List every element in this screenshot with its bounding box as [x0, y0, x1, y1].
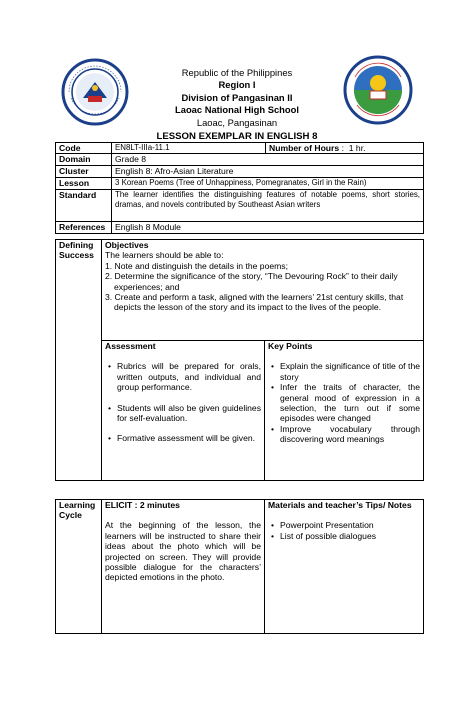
header-location: Laoac, Pangasinan [196, 116, 278, 128]
assessment-item: • Rubrics will be prepared for orals, written outputs, and individual and group performance. [117, 361, 261, 392]
header-school: Laoac National High School [175, 104, 299, 116]
domain-value: Grade 8 [112, 154, 424, 165]
references-label: References [56, 221, 112, 233]
elicit-cell [102, 500, 265, 634]
keypoint-item: • Improve vocabulary through discovering word meanings [280, 424, 420, 445]
assessment-item: • Students will also be given guidelines for self-evaluation. [117, 403, 261, 424]
cluster-label: Cluster [56, 165, 112, 177]
assessment-heading: Assessment [105, 341, 156, 351]
hours-value: 1 hr. [348, 143, 366, 153]
objectives-heading: Objectives [105, 240, 149, 250]
materials-item: • List of possible dialogues [280, 531, 420, 541]
standard-label: Standard [56, 189, 112, 221]
cluster-value: English 8: Afro-Asian Literature [112, 165, 424, 177]
lesson-value: 3 Korean Poems (Tree of Unhappiness, Pomegranates, Girl in the Rain) [112, 177, 424, 189]
objective-item: 2. Determine the significance of the story, “The Devouring Rock” to their daily experiences; and [105, 271, 398, 292]
header-country: Republic of the Philippines [181, 67, 293, 78]
keypoint-item: • Explain the significance of title of the story [280, 361, 420, 382]
elicit-heading: ELICIT : 2 minutes [105, 500, 180, 510]
materials-heading: Materials and teacher’s Tips/ Notes [268, 500, 412, 510]
materials-item: • Powerpoint Presentation [280, 520, 420, 530]
objectives-cell [102, 240, 424, 341]
defining-success-table [55, 239, 424, 481]
materials-list [268, 520, 420, 541]
objective-item: 3. Create and perform a task, aligned with the learners’ 21st century skills, that depicts the lesson of the story and its impact to the lives of the people. [105, 292, 404, 313]
elicit-text: At the beginning of the lesson, the learners will be instructed to share their ideas about the photo which will be projected on screen. They will provide possible dialogue for the characters’ depicted emotions in the photo. [105, 520, 261, 583]
standard-value: The learner identifies the distinguishing features of notable poems, short stories, dramas, and novels contributed by Southeast Asian writers [112, 189, 424, 221]
objective-item: 1. Note and distinguish the details in the poems; [105, 260, 288, 271]
learning-cycle-label: Learning Cycle [56, 500, 102, 634]
keypoints-cell [265, 341, 424, 481]
keypoint-item: • Infer the traits of character, the general mood of expression in a selection, the turn out if some episodes were changed [280, 382, 420, 424]
assessment-cell [102, 341, 265, 481]
keypoints-heading: Key Points [268, 341, 313, 351]
assessment-list [105, 361, 261, 443]
assessment-item: • Formative assessment will be given. [117, 433, 261, 443]
header-division: Division of Pangasinan II [181, 91, 293, 103]
code-label: Code [56, 143, 112, 154]
keypoints-list [268, 361, 420, 444]
document-title: LESSON EXEMPLAR IN ENGLISH 8 [156, 131, 318, 142]
header-region: Region I [218, 79, 256, 91]
lesson-label: Lesson [56, 177, 112, 189]
references-value: English 8 Module [112, 221, 424, 233]
defining-success-label: Defining Success [56, 240, 102, 481]
objectives-intro: The learners should be able to: [105, 250, 224, 261]
learning-cycle-table [55, 499, 424, 634]
school-header [0, 67, 474, 129]
domain-label: Domain [56, 154, 112, 165]
lesson-info-table [55, 142, 424, 234]
code-value: EN8LT-IIIa-11.1 [112, 143, 266, 154]
materials-cell [265, 500, 424, 634]
hours-cell: Number of Hours : 1 hr. [266, 143, 424, 154]
hours-label: Number of Hours [269, 143, 340, 153]
